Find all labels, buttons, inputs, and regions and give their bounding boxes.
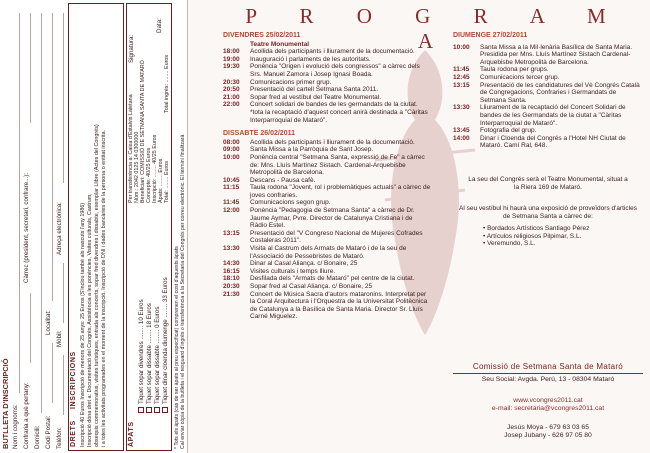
event-row <box>223 199 431 207</box>
drets-text-4: i a totes les activitats programades en el moment de la inscripció. Inscripció de DNI i dades bancàries de la persona o entitat inscrita. <box>101 129 107 447</box>
event-time: 11:45 <box>223 199 240 207</box>
event-row <box>223 275 431 283</box>
contact-phones <box>453 424 643 441</box>
field-email-label: Adreça electrònica: <box>56 202 63 255</box>
event-row <box>223 207 431 230</box>
event-desc: *tota la recaptació d'aquest concert anirà destinada a "Càritas Interparroquial de Mataró". <box>250 108 428 124</box>
mobil-input[interactable] <box>55 263 64 323</box>
drets-text-2: Inscripció dóna dret a: Documentació del Congrés, Assistència a les ponències, Visites culturals, Castrum, <box>87 193 93 447</box>
event-desc: Fotografia del grup. <box>480 127 537 135</box>
apats-label: ÀPATS <box>128 421 135 447</box>
contact-web <box>453 397 643 414</box>
event-row <box>223 101 431 109</box>
event-desc: Sopar fred al Casal Aliança. c/ Bonaire, 25 <box>250 283 373 290</box>
apats-item-label: Tiquet sopar divendres <box>138 341 145 404</box>
saturday-events <box>223 139 431 321</box>
event-time: 20:50 <box>223 86 240 94</box>
event-row <box>223 146 431 154</box>
event-desc: Lliurament de la recaptació del Concert Solidari de bandes de les Germandats de la ciutat a "Càritas Interparroquial de Mataró". <box>480 104 626 127</box>
event-desc: Desfilada dels "Armats de Mataró" pel centre de la ciutat. <box>250 275 415 283</box>
event-time: 11:45 <box>453 66 470 74</box>
nom-input[interactable] <box>11 13 20 393</box>
event-desc: Comunicacions segon grup. <box>250 199 331 207</box>
event-desc: Comunicacions primer grup. <box>250 78 332 86</box>
event-row <box>453 135 643 150</box>
registration-form-rotated <box>0 0 188 453</box>
apats-item-label: Tiquet sopar dissabte <box>146 345 153 404</box>
drets-label: DRETS <box>70 420 77 447</box>
transfer-line-5: Inscripció: ........ 40/25 Euros <box>152 134 158 203</box>
transfer-line-3: Beneficiari: COMISSIÓ DE SETMANA SANTA DE MATARÓ <box>140 60 146 203</box>
sunday-events <box>453 44 643 150</box>
event-row <box>223 63 431 78</box>
event-time: 14:30 <box>223 260 240 268</box>
event-time: 22:00 <box>223 101 240 109</box>
event-time: 18:00 <box>223 48 240 56</box>
event-desc: Visita al Castrum dels Armats de Mataró i de la seu de l'Associació de Pessebristes de Mataró. <box>250 245 407 260</box>
apats-checkbox[interactable] <box>162 407 168 413</box>
event-time: 10:45 <box>223 176 240 184</box>
event-desc: Taula rodona "Jovent, rol i problemàtiques actuals" a càrrec de joves confraries. <box>250 184 431 199</box>
event-desc: Concert solidari de bandes de les germandats de la ciutat. <box>250 101 418 109</box>
event-row <box>223 230 431 245</box>
event-time: 21:00 <box>223 93 240 101</box>
event-row <box>453 104 643 127</box>
event-time: 11:15 <box>223 184 240 192</box>
event-time: 13:15 <box>453 81 470 89</box>
event-desc: Taula rodona per grups. <box>480 66 549 74</box>
organizer-name: Comissió de Setmana Santa de Mataró <box>472 362 624 371</box>
event-desc: Dinar i Cloenda del Congrés a l'Hotel NH Ciutat de Mataró. Camí Ral, 648. <box>480 134 626 150</box>
event-time: 13:45 <box>453 127 470 135</box>
event-row <box>453 74 643 82</box>
programme-column-right <box>453 32 643 248</box>
event-row <box>223 79 431 87</box>
drets-text-3: obsequis commemoratius, visites turístiques, entrada als concerts, sopar fred divendres i dissabte, exemplar Llibre (Actes del Congrés) <box>94 124 100 447</box>
event-desc: Ponència "Pedagogia de Setmana Santa" a càrrec de Dr. Jaume Aymar, Pvre. Director de Catalunya Cristiana i de Ràdio Estel. <box>250 207 415 230</box>
apats-item-price: 18 Euros <box>146 303 153 328</box>
supplier-item: • Veremundo, S.L. <box>483 240 536 248</box>
confraria-input[interactable] <box>22 293 31 363</box>
event-time: 13:30 <box>223 245 240 253</box>
transfer-line-4: Concepte: 40/25 Euros <box>146 147 152 203</box>
event-row <box>223 283 431 291</box>
field-localitat-label: Localitat: <box>45 310 52 335</box>
saturday-heading: DISSABTE 26/02/2011 <box>223 130 295 138</box>
event-desc: Comunicacions tercer grup. <box>480 73 560 81</box>
event-row <box>223 184 431 199</box>
field-nom-label: Nom i cognoms: <box>12 404 19 449</box>
event-time: 18:10 <box>223 275 240 283</box>
event-desc: Santa Missa a la Parròquia de Sant Josep. <box>250 146 374 154</box>
event-desc: Presentació del "V Congreso Nacional de Mujeres Cofrades Costaleras 2011". <box>250 229 423 245</box>
event-row <box>223 291 431 321</box>
transfer-line-8: Total ingrés: ........ Euros <box>164 54 170 113</box>
event-row <box>223 268 431 276</box>
event-desc: Presentació de les candidatures del Vè Congrés Català de Congregacions, Confraries i Germandats de Setmana Santa. <box>480 81 640 104</box>
event-row <box>223 48 431 56</box>
event-desc: Dinar al Casal Aliança. c/ Bonaire, 25 <box>250 260 358 268</box>
event-time: 20:30 <box>223 78 240 86</box>
event-desc: Descans - Pausa cafè. <box>250 176 316 184</box>
drets-text-1: Inscripció 40 Euros Inscripció de menors de 25 anys: 25 Euros (S'inclou també als nascuts l'any 1986) <box>80 202 86 447</box>
field-telefon-label: Telèfon: <box>56 427 63 449</box>
transfer-line-6: Àpats: ........ Euros <box>158 158 164 203</box>
domicili-input[interactable] <box>33 13 42 413</box>
event-time: 09:00 <box>223 146 240 154</box>
exhibition-text: Al seu vestíbul hi haurà una exposició de proveïdors d'articles de Setmana Santa a càrrec de: <box>459 205 637 220</box>
event-row <box>453 66 643 74</box>
registration-form-panel <box>0 0 188 453</box>
event-time <box>223 109 250 124</box>
field-mobil-label: Mòbil: <box>56 330 63 347</box>
event-row <box>453 82 643 105</box>
friday-venue: Teatre Monumental <box>250 40 310 48</box>
event-time: 13:30 <box>453 104 470 112</box>
transfer-line-7: Total: ........ Euros <box>164 161 170 203</box>
apats-item-price: 0 Euros <box>154 306 161 328</box>
closing-note-1: Cal enviar còpia de la butlleta i el resguard d'ingrés o transferència a la Secretaria del Congrés per correu electrònic. El termini finalitzarà <box>180 134 186 449</box>
event-row <box>223 109 431 124</box>
event-desc: Ponència "Origen i evolució dels congressos" a càrrec dels Srs. Manuel Zamora i Josep Ignasi Boada. <box>250 63 420 78</box>
event-desc: Acollida dels participants i lliurament de la documentació. <box>250 48 415 56</box>
butlleta-title: BUTLLETA D'INSCRIPCIÓ <box>1 358 10 449</box>
sunday-heading: DIUMENGE 27/02/2011 <box>453 32 528 39</box>
event-row <box>223 139 431 147</box>
event-time: 16:15 <box>223 267 240 275</box>
event-time: 12:00 <box>223 207 240 215</box>
event-desc: Visites culturals i temps lliure. <box>250 267 336 275</box>
inscripcions-label: INSCRIPCIONS <box>70 351 77 409</box>
apats-note: * Tots els àpats (cas de ser àpats al preu especificat) comprenen el cost d'aquests àpats <box>174 246 180 449</box>
event-desc: Ponència central "Setmana Santa, expressió de Fe" a càrrec de: Mns. Lluís Martínez Sistach. Cardenal-Arquebisbe Metropolità de Barcelona. <box>250 153 425 177</box>
event-desc: Acollida dels participants i lliurament de la documentació. <box>250 138 415 146</box>
transfer-line-1: Per transferència a: Caixa d'Estalvis Laietana <box>128 94 134 203</box>
apats-checkbox[interactable] <box>146 407 152 413</box>
event-row <box>223 86 431 94</box>
event-time: 10:00 <box>453 43 470 51</box>
supplier-item: • Bordados Artísticos Santiago Pérez <box>483 225 590 233</box>
apats-checkbox[interactable] <box>138 407 144 413</box>
event-row <box>223 260 431 268</box>
telefon-input[interactable] <box>55 355 64 415</box>
apats-item[interactable]: Tiquet dinar cloenda diumenge ........ 33 Euros <box>162 277 169 413</box>
event-time: 13:15 <box>223 229 240 237</box>
apats-item-price: 33 Euros <box>162 277 169 303</box>
transfer-line-2: Núm.: 2042 0125 14 0300000 <box>134 131 140 203</box>
event-desc: Inauguració i parlaments de les autoritats. <box>250 55 371 63</box>
supplier-item: • Artículos religiosos Pilpimar, S.L. <box>483 232 582 240</box>
email-link[interactable]: e-mail: secretaria@vcongres2011.cat <box>491 405 605 413</box>
event-row <box>223 94 431 102</box>
event-time: 21:30 <box>223 290 240 298</box>
phone-line: Jesús Moya - 679 63 03 65 <box>507 424 589 431</box>
event-time: 14:00 <box>453 134 470 142</box>
apats-item-label: Tiquet sopar dissabte <box>154 345 161 404</box>
event-row <box>453 127 643 135</box>
email-input[interactable] <box>55 13 64 183</box>
event-row <box>453 44 643 67</box>
carrec-input[interactable] <box>22 13 31 123</box>
field-confraria-label: Confraria a què pertany: <box>23 382 30 449</box>
signatura-label: Signatura: <box>128 34 135 63</box>
event-time: 12:45 <box>453 73 470 81</box>
event-time: 10:00 <box>223 153 240 161</box>
apats-item-label: Tiquet dinar cloenda diumenge <box>162 319 169 404</box>
friday-events <box>223 48 431 124</box>
programme-column-left <box>223 32 431 321</box>
data-label: Data: <box>156 18 163 33</box>
event-time: 19:30 <box>223 63 240 71</box>
apats-item[interactable]: Tiquet sopar dissabte ........ 0 Euros <box>154 307 161 413</box>
event-row <box>223 177 431 185</box>
field-domicili-label: Domicili: <box>34 425 41 449</box>
event-desc: Sopar fred al vestíbul del Teatre Monumental. <box>250 93 382 101</box>
event-time: 20:30 <box>223 283 240 290</box>
event-desc: Santa Missa a la Mil·lenària Basílica de Santa Maria. Presidida per Mns. Lluís Martínez Sistach Cardenal-Arquebisbe Metropolità de Barcelona. <box>480 43 633 66</box>
field-codi-postal-label: Codi Postal: <box>45 415 52 449</box>
footer-divider <box>453 373 643 374</box>
organizer-address: Seu Social: Avgda. Perú, 13 - 08304 Mataró <box>481 376 615 383</box>
field-carrec-label: Càrrec (president, secretari, confrare...): <box>23 172 30 283</box>
friday-heading: DIVENDRES 25/02/2011 <box>223 32 301 39</box>
apats-item[interactable]: Tiquet sopar dissabte ........ 18 Euros <box>146 303 153 413</box>
event-row <box>223 154 431 177</box>
apats-checkbox[interactable] <box>154 407 160 413</box>
event-time: 19:00 <box>223 55 240 63</box>
localitat-input[interactable] <box>44 13 53 301</box>
event-desc: Presentació del cartell Setmana Santa 2011. <box>250 86 379 94</box>
congress-seat-text: La seu del Congrés serà el Teatre Monumental, situat a la Riera 169 de Mataró. <box>468 175 628 191</box>
apats-item[interactable]: Tiquet sopar divendres ........ 10 Euros <box>138 299 145 413</box>
event-row <box>223 56 431 64</box>
apats-item-price: 10 Euros <box>138 299 145 325</box>
website-link[interactable]: www.vcongres2011.cat <box>513 397 583 404</box>
event-desc: Concert de Música Sacra d'autors mataronins. Interpretat per la Coral Arquitectura i l'Orquestra de la Universitat Politècnica de Catalunya a la Basílica de Santa Maria. Director Sr. Lluís Carné Miguelez. <box>250 290 428 321</box>
page-title: P R O G R A M A <box>245 4 625 53</box>
codi-postal-input[interactable] <box>44 343 53 403</box>
event-time: 08:00 <box>223 138 240 146</box>
event-row <box>223 245 431 260</box>
phone-line: Josep Jubany - 626 97 05 80 <box>504 432 592 440</box>
